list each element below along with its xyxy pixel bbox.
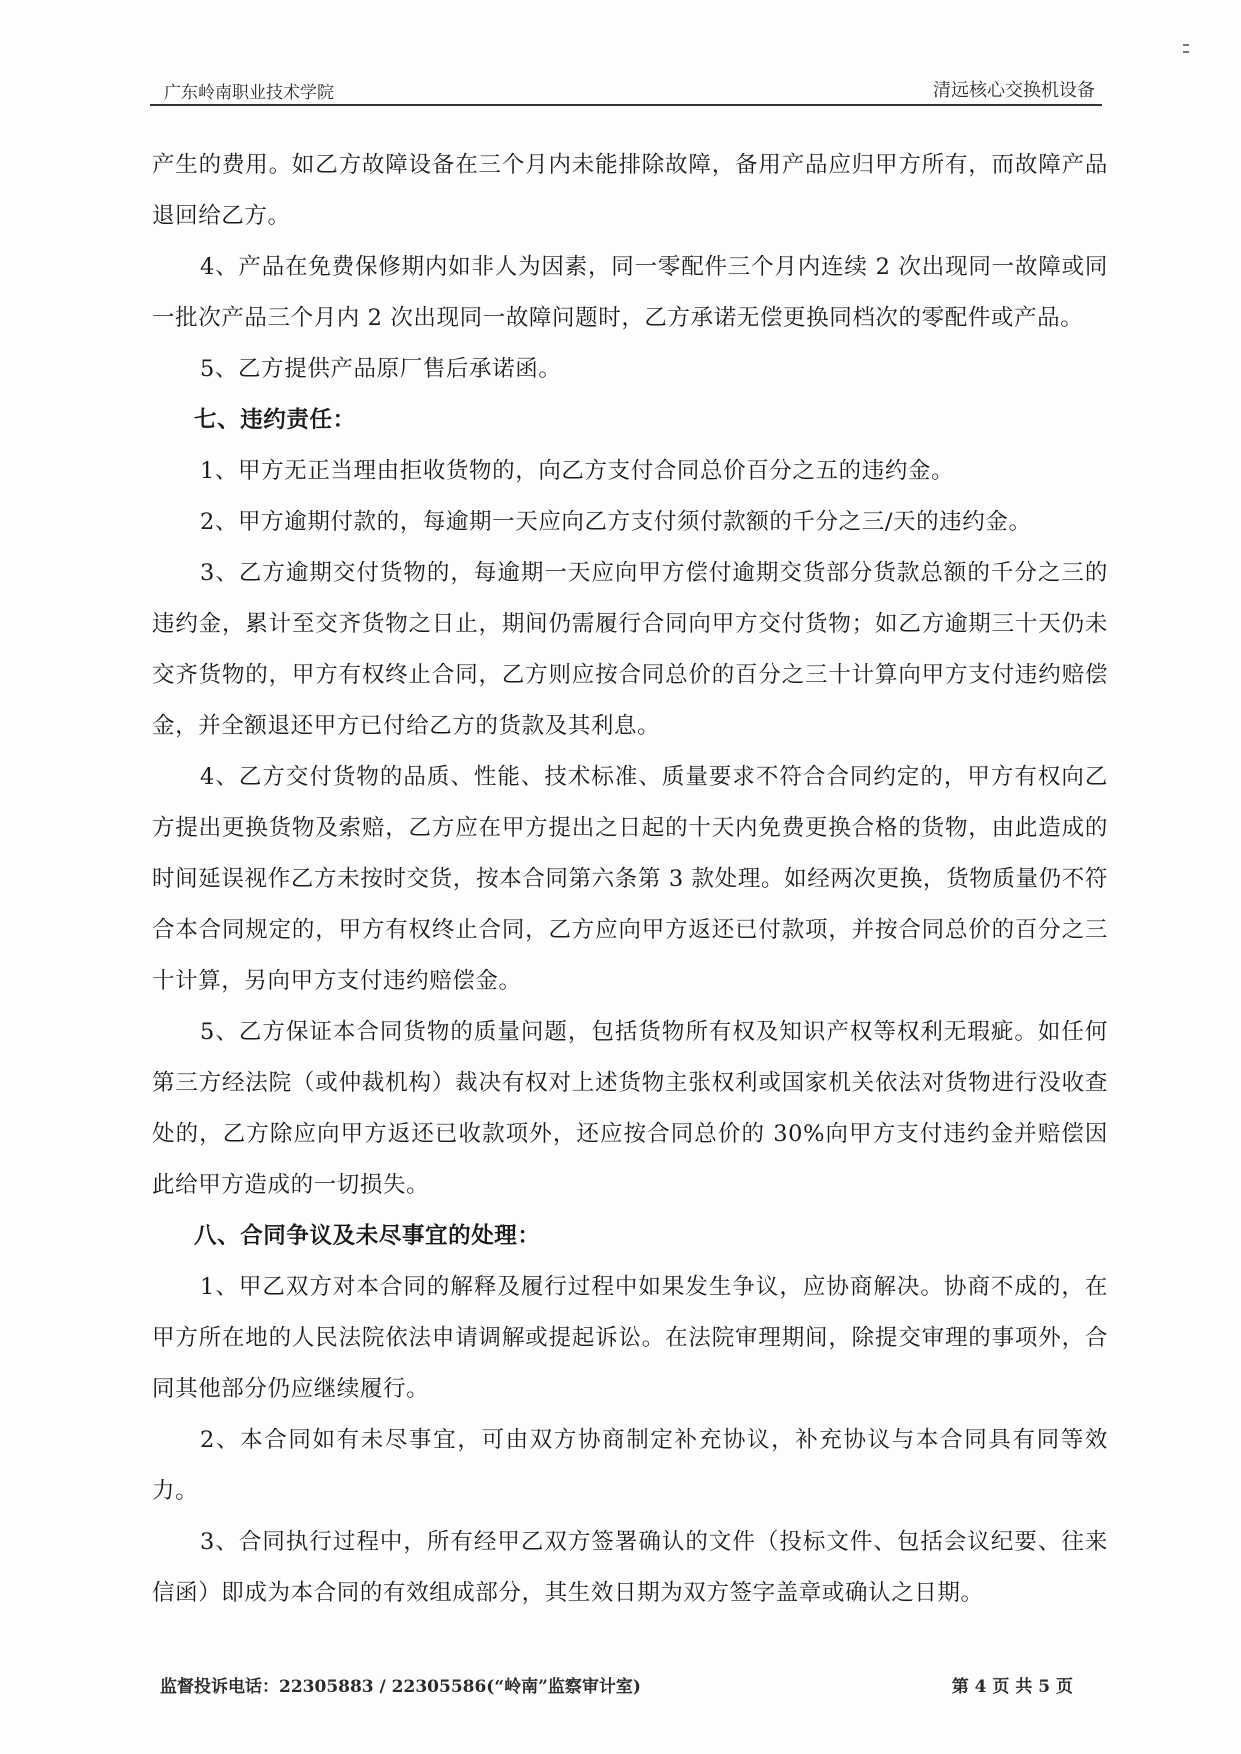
contract-paragraph: 4、乙方交付货物的品质、性能、技术标准、质量要求不符合合同约定的，甲方有权向乙方提出更换货物及索赔，乙方应在甲方提出之日起的十天内免费更换合格的货物，由此造成的时间延误视作乙方未按时交货，按本合同第六条第 3 款处理。如经两次更换，货物质量仍不符合本合同规定的，甲方有权终止合同，乙方应向甲方返还已付款项，并按合同总价的百分之三十计算，另向甲方支付违约赔偿金。 <box>152 764 1108 994</box>
contract-body <box>152 140 1108 1619</box>
contract-paragraph: 5、乙方保证本合同货物的质量问题，包括货物所有权及知识产权等权利无瑕疵。如任何第三方经法院（或仲裁机构）裁决有权对上述货物主张权利或国家机关依法对货物进行没收查处的，乙方除应向甲方返还已收款项外，还应按合同总价的 30%向甲方支付违约金并赔偿因此给甲方造成的一切损失。 <box>152 1019 1108 1198</box>
contract-paragraph: 1、甲乙双方对本合同的解释及履行过程中如果发生争议，应协商解决。协商不成的，在甲方所在地的人民法院依法申请调解或提起诉讼。在法院审理期间，除提交审理的事项外，合同其他部分仍应继续履行。 <box>152 1274 1108 1402</box>
contract-paragraph: 3、乙方逾期交付货物的，每逾期一天应向甲方偿付逾期交货部分货款总额的千分之三的违约金，累计至交齐货物之日止，期间仍需履行合同向甲方交付货物；如乙方逾期三十天仍未交齐货物的，甲方有权终止合同，乙方则应按合同总价的百分之三十计算向甲方支付违约赔偿金，并全额退还甲方已付给乙方的货款及其利息。 <box>152 560 1108 739</box>
footer-page-number: 第 4 页 共 5 页 <box>951 1677 1073 1697</box>
header-rule <box>150 104 1102 106</box>
contract-paragraph: 产生的费用。如乙方故障设备在三个月内未能排除故障，备用产品应归甲方所有，而故障产品退回给乙方。 <box>152 152 1108 229</box>
page-header <box>150 72 1101 104</box>
contract-paragraph: 2、本合同如有未尽事宜，可由双方协商制定补充协议，补充协议与本合同具有同等效力。 <box>152 1427 1108 1504</box>
section-heading: 七、违约责任： <box>194 407 356 433</box>
contract-paragraph: 2、甲方逾期付款的，每逾期一天应向乙方支付须付款额的千分之三/天的违约金。 <box>200 509 1032 535</box>
contract-paragraph: 4、产品在免费保修期内如非人为因素，同一零配件三个月内连续 2 次出现同一故障或同一批次产品三个月内 2 次出现同一故障问题时，乙方承诺无偿更换同档次的零配件或产品。 <box>152 254 1108 331</box>
page-footer <box>160 1672 1081 1698</box>
section-heading: 八、合同争议及未尽事宜的处理： <box>194 1223 541 1249</box>
footer-complaint-phone: 监督投诉电话：22305883 / 22305586(“岭南”监察审计室) <box>160 1677 641 1697</box>
header-institution: 广东岭南职业技术学院 <box>164 83 334 103</box>
scan-margin-mark <box>1183 44 1189 66</box>
header-project-title: 清远核心交换机设备 <box>933 80 1095 101</box>
contract-paragraph: 5、乙方提供产品原厂售后承诺函。 <box>200 356 562 382</box>
contract-paragraph: 3、合同执行过程中，所有经甲乙双方签署确认的文件（投标文件、包括会议纪要、往来信函）即成为本合同的有效组成部分，其生效日期为双方签字盖章或确认之日期。 <box>152 1529 1108 1606</box>
contract-paragraph: 1、甲方无正当理由拒收货物的，向乙方支付合同总价百分之五的违约金。 <box>200 458 955 484</box>
